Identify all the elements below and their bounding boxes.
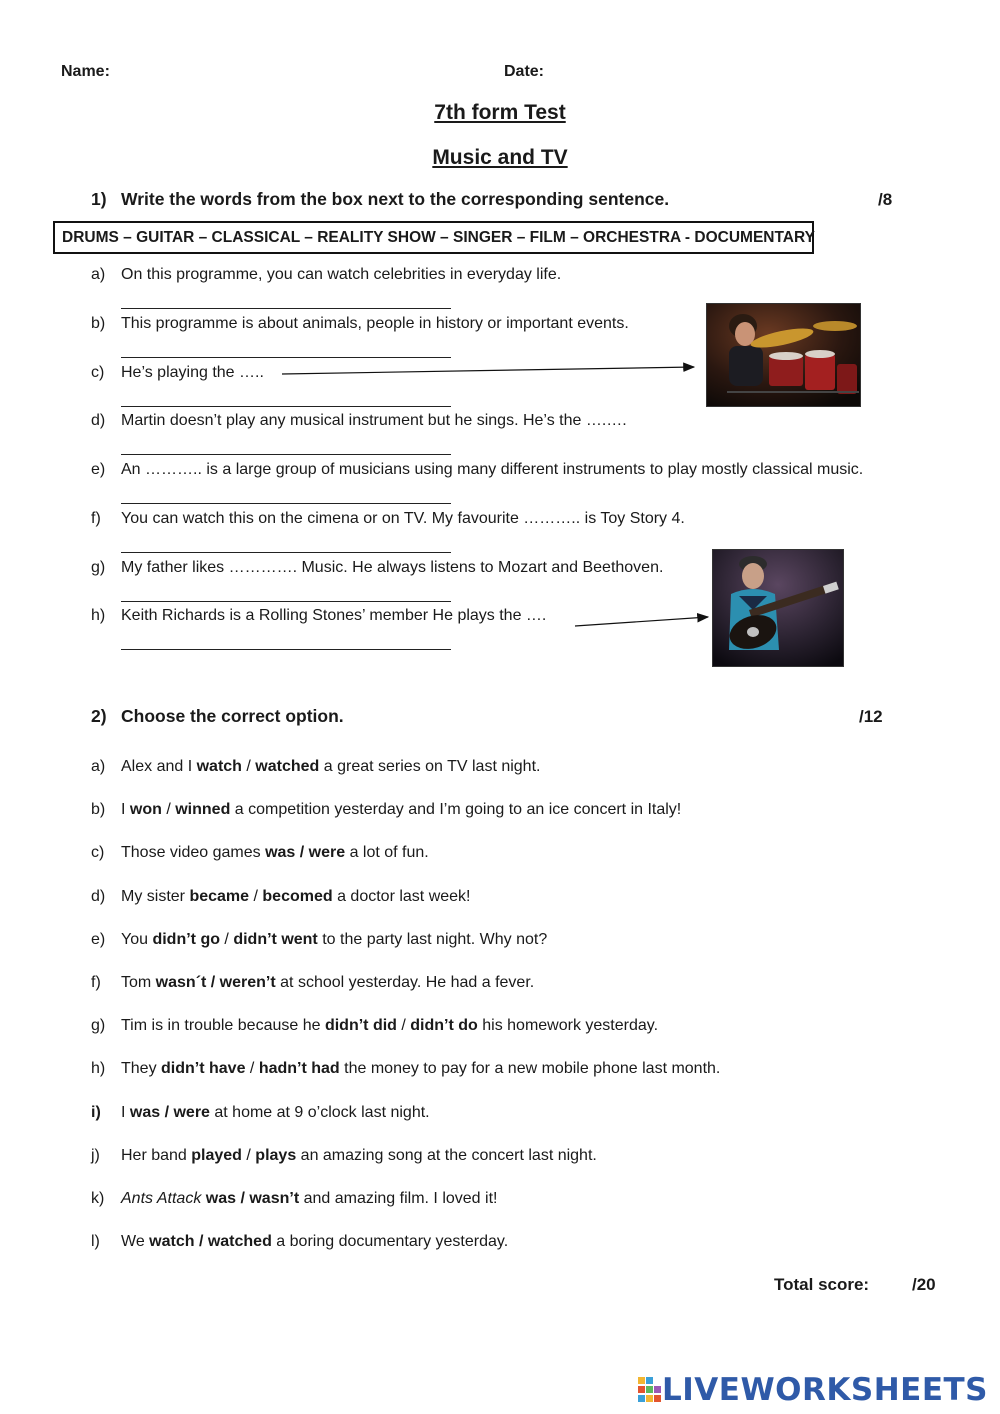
- option-one[interactable]: was / were: [129, 1104, 210, 1121]
- option-separator: /: [245, 1060, 259, 1077]
- exercise1-item-label: e): [91, 461, 106, 478]
- exercise1-item-text: On this programme, you can watch celebrities in everyday life.: [121, 266, 562, 283]
- liveworksheets-logo: [638, 1372, 988, 1408]
- sentence-end: his homework yesterday.: [477, 1017, 659, 1034]
- option-one[interactable]: became: [189, 888, 250, 905]
- exercise2-sentence: [121, 888, 470, 906]
- exercise1-item-label: c): [91, 364, 105, 381]
- exercise1-item-text: This programme is about animals, people in history or important events.: [121, 315, 629, 332]
- option-one[interactable]: watch / watched: [149, 1233, 272, 1250]
- total-score-label: Total score:: [774, 1275, 870, 1294]
- option-two[interactable]: watched: [255, 758, 320, 775]
- option-two[interactable]: plays: [255, 1147, 297, 1164]
- option-one[interactable]: was / wasn’t: [201, 1190, 300, 1207]
- sentence-start: Those video games: [121, 844, 266, 861]
- option-one[interactable]: didn’t have: [161, 1060, 246, 1077]
- exercise2-sentence: [121, 1104, 430, 1122]
- sentence-start: Tim is in trouble because he: [121, 1017, 325, 1034]
- exercise2-sentence: [121, 758, 540, 776]
- sentence-end: at home at 9 o’clock last night.: [209, 1104, 430, 1121]
- sentence-end: to the party last night. Why not?: [317, 931, 548, 948]
- option-one[interactable]: wasn´t / weren’t: [155, 974, 276, 991]
- sentence-start: They: [121, 1060, 162, 1077]
- exercise2-sentence: [121, 1060, 720, 1078]
- arrow-to-drummer: [282, 367, 694, 374]
- section1-number: 1): [91, 189, 107, 209]
- exercise2-sentence: [121, 1233, 508, 1251]
- exercise2-item-label: c): [91, 844, 105, 861]
- option-one[interactable]: didn’t did: [324, 1017, 397, 1034]
- exercise2-item-label: b): [91, 801, 106, 818]
- section2-number: 2): [91, 706, 107, 726]
- exercise2-sentence: [121, 1147, 597, 1165]
- option-two[interactable]: becomed: [262, 888, 333, 905]
- sentence-start: My sister: [121, 888, 190, 905]
- sentence-end: at school yesterday. He had a fever.: [275, 974, 535, 991]
- arrow-to-guitarist: [575, 617, 708, 626]
- exercise1-item-label: a): [91, 266, 106, 283]
- date-label: Date:: [504, 63, 545, 80]
- exercise2-item-label: e): [91, 931, 106, 948]
- sentence-end: a lot of fun.: [345, 844, 429, 861]
- exercise2-sentence: [121, 931, 547, 949]
- exercise2-item-label: f): [91, 974, 101, 991]
- option-two[interactable]: winned: [175, 801, 231, 818]
- option-one[interactable]: was / were: [265, 844, 346, 861]
- exercise2-item-label: h): [91, 1060, 106, 1077]
- option-separator: /: [241, 1147, 256, 1164]
- option-two[interactable]: didn’t went: [233, 931, 318, 948]
- sentence-end: a boring documentary yesterday.: [271, 1233, 509, 1250]
- exercise1-item-label: b): [91, 315, 106, 332]
- option-separator: /: [241, 758, 256, 775]
- option-separator: /: [249, 888, 263, 905]
- liveworksheets-brand: LIVEWORKSHEETS: [662, 1372, 988, 1408]
- sentence-start: Ants Attack: [121, 1190, 202, 1207]
- sentence-start: I: [121, 1104, 130, 1121]
- option-one[interactable]: watch: [196, 758, 242, 775]
- section1-score: /8: [878, 190, 893, 209]
- section2-score: /12: [859, 707, 883, 726]
- sentence-start: Alex and I: [121, 758, 197, 775]
- option-separator: /: [219, 931, 234, 948]
- sentence-start: We: [121, 1233, 150, 1250]
- option-one[interactable]: didn’t go: [152, 931, 220, 948]
- option-one[interactable]: won: [129, 801, 162, 818]
- sentence-end: the money to pay for a new mobile phone last month.: [339, 1060, 721, 1077]
- exercise1-item-text: You can watch this on the cimena or on TV. My favourite ……….. is Toy Story 4.: [121, 510, 685, 527]
- exercise1-item-text: He’s playing the …..: [121, 364, 264, 381]
- sentence-end: a doctor last week!: [332, 888, 471, 905]
- page-title: 7th form Test: [434, 101, 566, 124]
- exercise2-item-label: j): [91, 1147, 100, 1164]
- exercise2-item-label: g): [91, 1017, 106, 1034]
- sentence-end: an amazing song at the concert last night.: [296, 1147, 597, 1164]
- exercise2-item-label: i): [91, 1104, 101, 1121]
- sentence-start: You: [121, 931, 153, 948]
- sentence-end: and amazing film. I loved it!: [299, 1190, 498, 1207]
- exercise1-item-label: f): [91, 510, 101, 527]
- exercise2-item-label: d): [91, 888, 106, 905]
- sentence-start: Tom: [121, 974, 156, 991]
- total-score-value: /20: [912, 1275, 936, 1294]
- exercise2-item-label: a): [91, 758, 106, 775]
- sentence-start: Her band: [121, 1147, 192, 1164]
- option-separator: /: [161, 801, 176, 818]
- sentence-end: a competition yesterday and I’m going to an ice concert in Italy!: [230, 801, 682, 818]
- exercise1-item-label: h): [91, 607, 106, 624]
- pointer-arrows: [0, 0, 1000, 700]
- name-label: Name:: [61, 63, 110, 80]
- exercise2-sentence: [121, 801, 681, 819]
- liveworksheets-logo-icon: [638, 1377, 662, 1403]
- option-separator: /: [396, 1017, 411, 1034]
- sentence-end: a great series on TV last night.: [319, 758, 541, 775]
- word-box: DRUMS – GUITAR – CLASSICAL – REALITY SHOW – SINGER – FILM – ORCHESTRA - DOCUMENTARY: [53, 221, 814, 254]
- option-two[interactable]: didn’t do: [410, 1017, 478, 1034]
- exercise1-item-text: My father likes …………. Music. He always listens to Mozart and Beethoven.: [121, 559, 664, 576]
- exercise2-item-label: k): [91, 1190, 105, 1207]
- exercise1-item-text: Martin doesn’t play any musical instrument but he sings. He’s the ….….: [121, 412, 627, 429]
- page-subtitle: Music and TV: [432, 146, 568, 169]
- exercise2-sentence: [121, 1017, 658, 1035]
- exercise1-item-text: An ……….. is a large group of musicians using many different instruments to play mostly classical music.: [121, 461, 864, 478]
- section1-instruction: Write the words from the box next to the corresponding sentence.: [121, 189, 670, 209]
- exercise2-sentence: [121, 974, 534, 992]
- exercise2-item-label: l): [91, 1233, 100, 1250]
- exercise2-sentence: [121, 844, 429, 862]
- exercise1-item-text: Keith Richards is a Rolling Stones’ member He plays the ….: [121, 607, 547, 624]
- sentence-start: I: [121, 801, 130, 818]
- section2-instruction: Choose the correct option.: [121, 706, 344, 726]
- exercise1-item-label: d): [91, 412, 106, 429]
- option-two[interactable]: hadn’t had: [258, 1060, 340, 1077]
- exercise2-sentence: [121, 1190, 497, 1208]
- option-one[interactable]: played: [191, 1147, 242, 1164]
- exercise1-item-label: g): [91, 559, 106, 576]
